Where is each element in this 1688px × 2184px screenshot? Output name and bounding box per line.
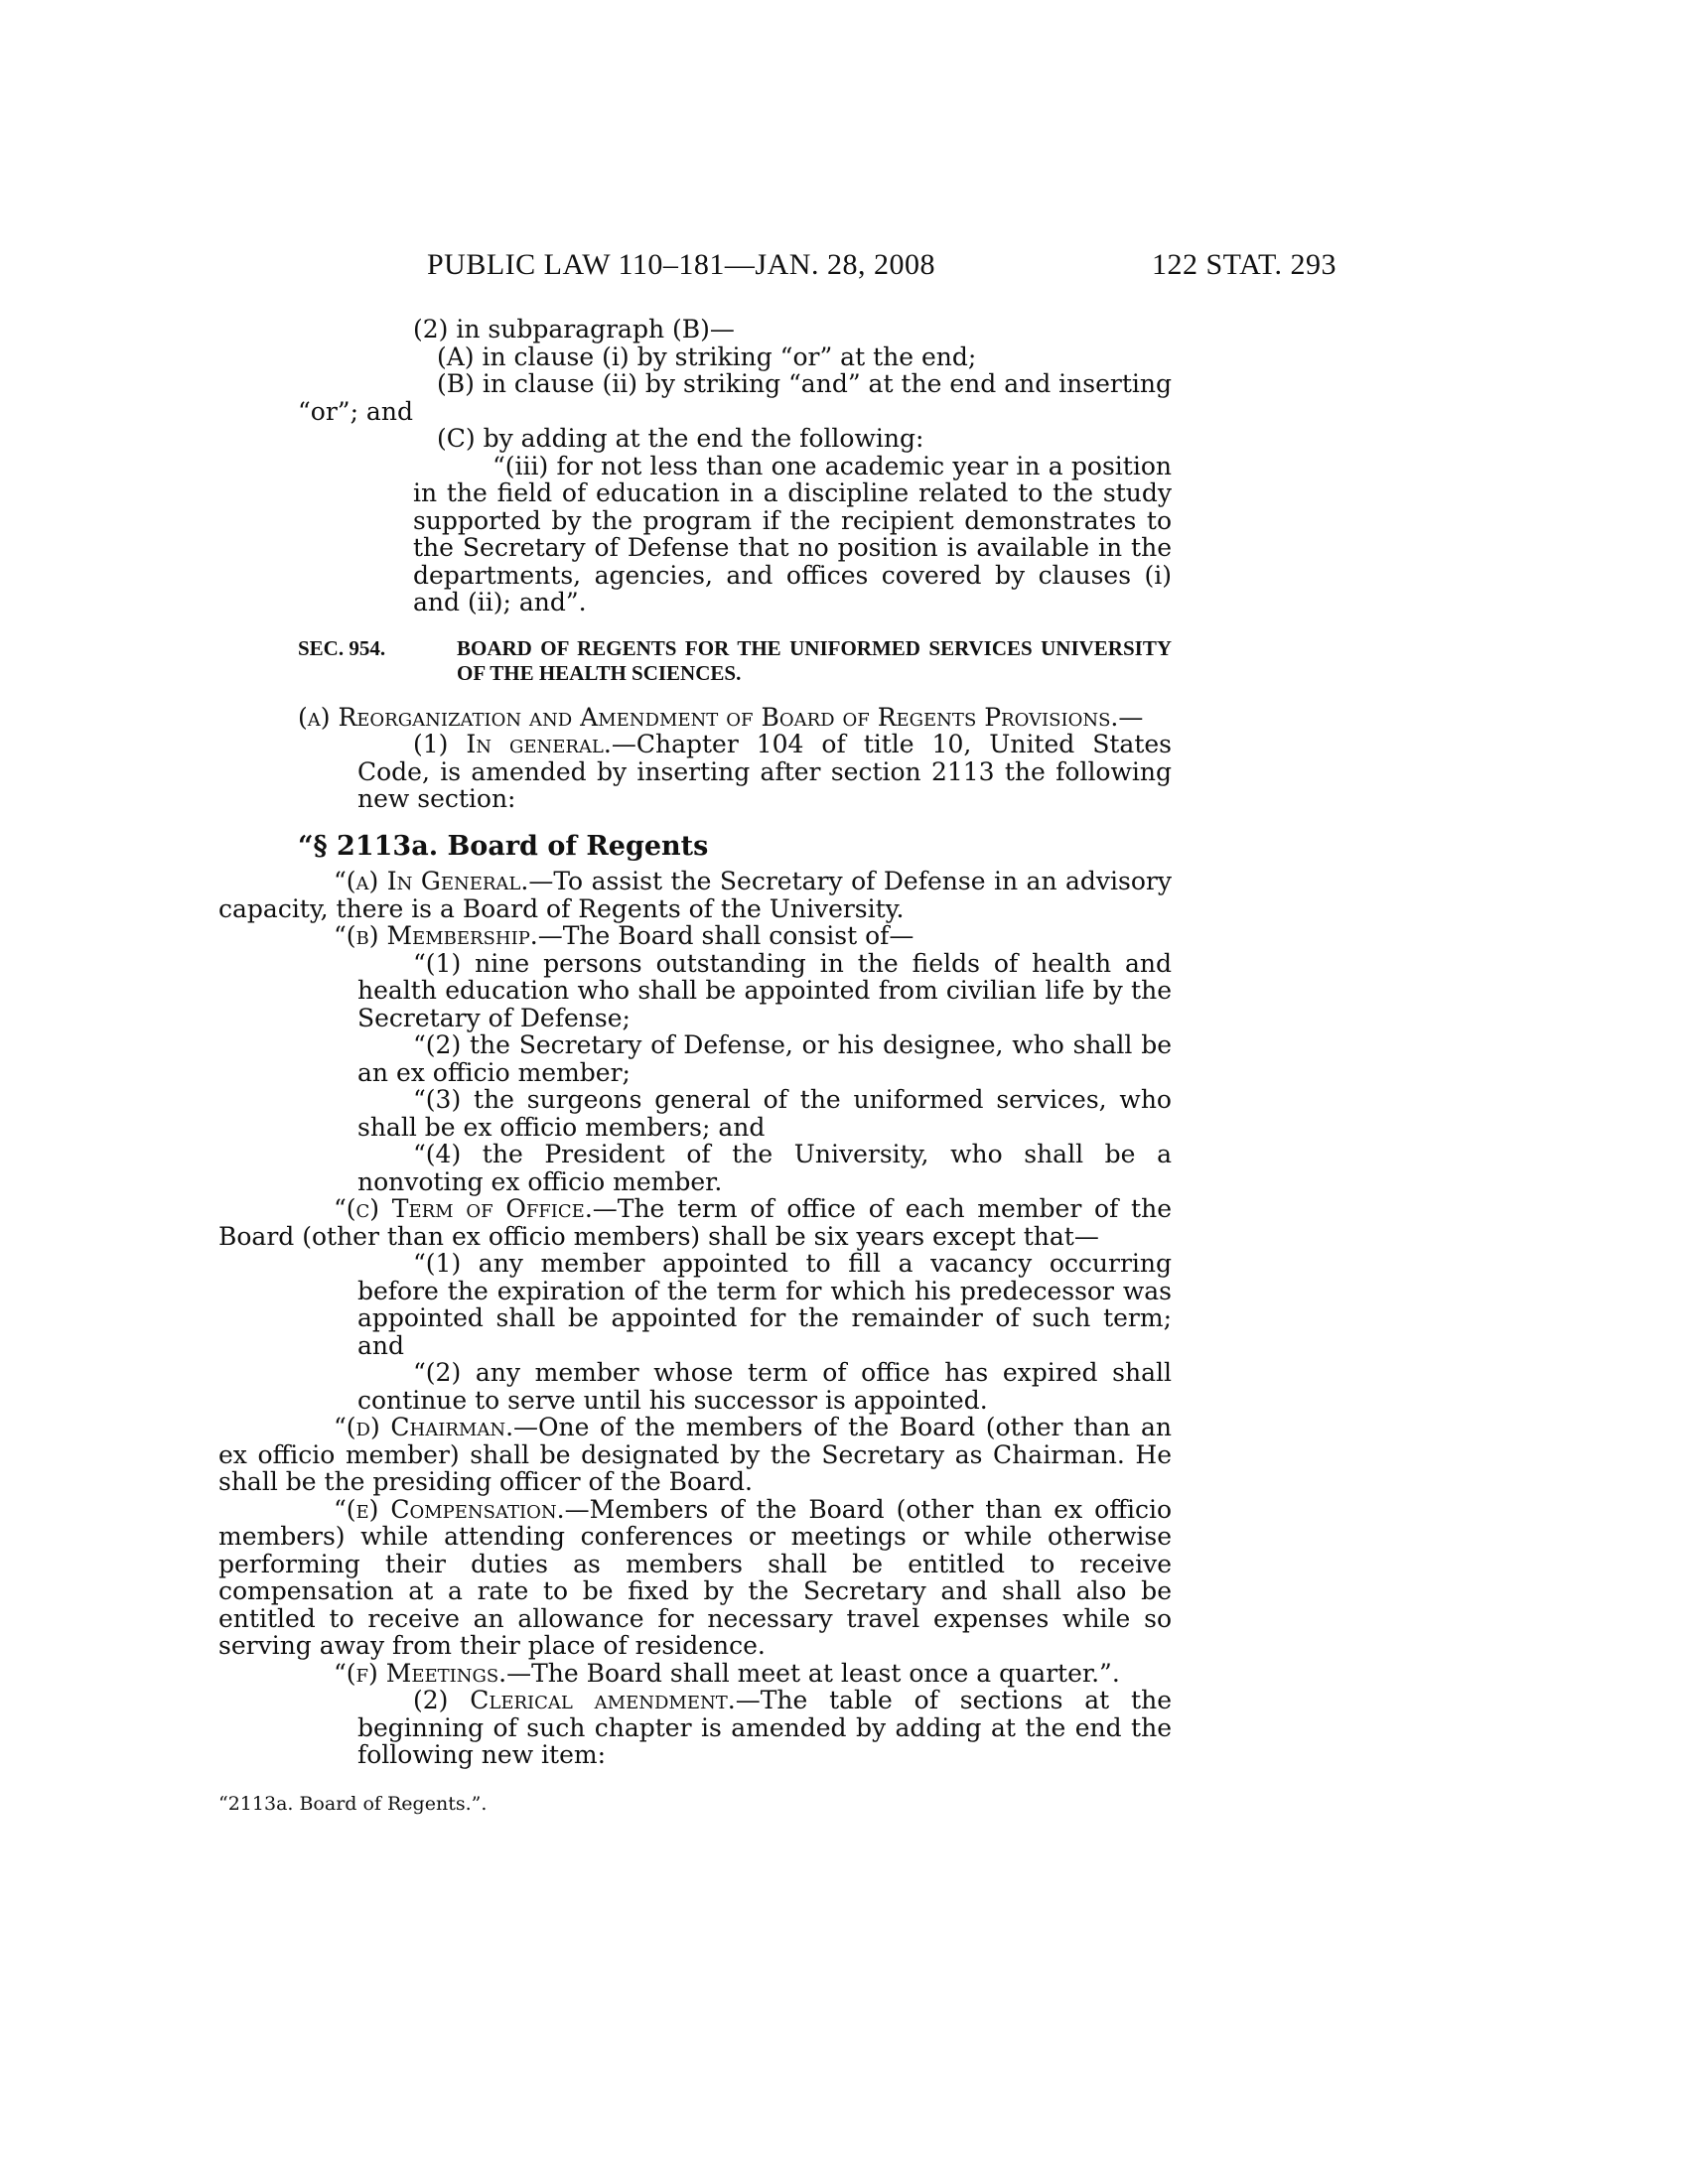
new-sec-c (218, 1195, 1172, 1250)
section-label: SEC. 954. (298, 635, 386, 660)
new-sec-c2: “(2) any member whose term of office has expired shall continue to serve until his successor is appointed. (357, 1358, 1172, 1415)
section-title: BOARD OF REGENTS FOR THE UNIFORMED SERVICES UNIVERSITY OF THE HEALTH SCIENCES. (457, 635, 1172, 685)
new-sec-b1: “(1) nine persons outstanding in the fields of health and health education who shall be appointed from civilian life by the Secretary of Defense; (357, 948, 1172, 1032)
new-sec-f-head: “(f) Meetings. (334, 1658, 507, 1688)
new-sec-d-text: —One of the members of the Board (other than an ex officio member) shall be designated by the Secretary as Chairman. He shall be the presiding officer of the Board. (218, 1413, 1172, 1496)
clause-b: (B) in clause (ii) by striking “and” at the end and inserting “or”; and (298, 369, 1172, 426)
paragraph-a2-text: —The table of sections at the beginning of such chapter is amended by adding at the end the following new item: (357, 1686, 1172, 1769)
new-sec-b (218, 922, 1172, 950)
new-sec-d (218, 1414, 1172, 1496)
new-sec-f-text: —The Board shall meet at least once a quarter.”. (506, 1658, 1120, 1688)
paragraph-a1 (298, 731, 1172, 813)
new-sec-a (218, 868, 1172, 922)
table-of-sections-item: “2113a. Board of Regents.”. (218, 1792, 488, 1815)
body-text (218, 315, 1173, 1818)
new-sec-e (218, 1496, 1172, 1660)
paragraph-a1-text: —Chapter 104 of title 10, United States Code, is amended by inserting after section 2113 the following new section: (357, 730, 1173, 813)
new-sec-e-head: “(e) Compensation. (334, 1494, 565, 1524)
new-sec-d-head: “(d) Chairman. (334, 1413, 514, 1441)
new-sec-e-text: —Members of the Board (other than ex officio members) while attending conferences or meetings or while otherwise performing their duties as members shall be entitled to receive compensation at a rate to be fixed by the Secretary and shall also be entitled to receive an allowance for necessary travel expenses while so serving away from their place of residence. (218, 1494, 1173, 1660)
section-heading (298, 636, 1172, 686)
new-sec-b2: “(2) the Secretary of Defense, or his designee, who shall be an ex officio member; (357, 1030, 1172, 1087)
clause-c: (C) by adding at the end the following: (437, 424, 924, 453)
paragraph-2: (2) in subparagraph (B)— (413, 315, 735, 343)
clause-iii (298, 453, 1172, 616)
subsection-a-heading (218, 704, 1172, 732)
new-sec-c1: “(1) any member appointed to fill a vacancy occurring before the expiration of the term for which his predecessor was appointed shall be appointed for the remainder of such term; and (357, 1249, 1172, 1360)
new-sec-c-text: —The term of office of each member of the Board (other than ex officio members) shall be six years except that— (218, 1194, 1172, 1251)
subsection-a-title: (a) Reorganization and Amendment of Board of Regents Provisions.— (298, 702, 1144, 732)
new-sec-c-head: “(c) Term of Office. (334, 1194, 593, 1223)
new-sec-b-text: —The Board shall consist of— (537, 921, 914, 950)
paragraph-a2 (298, 1687, 1172, 1769)
new-section-heading: “§ 2113a. Board of Regents (298, 830, 709, 862)
paragraph-a1-head: (1) In general. (413, 730, 612, 758)
new-sec-f (218, 1660, 1172, 1688)
page-statute-number: 122 STAT. 293 (1152, 248, 1337, 281)
paragraph-a2-head: (2) Clerical amendment. (413, 1686, 736, 1714)
clause-iii-text: “(iii) for not less than one academic year in a position in the field of education in a discipline related to the study supported by the program if the recipient demonstrates to the Secretary of Defense that no position is available in the departments, agencies, and offices covered by clauses (i) and (ii); and”. (413, 451, 1172, 616)
new-sec-a-text: —To assist the Secretary of Defense in an advisory capacity, there is a Board of Regents of the University. (218, 867, 1172, 923)
new-sec-b4: “(4) the President of the University, who shall be a nonvoting ex officio member. (357, 1140, 1172, 1196)
new-sec-b-head: “(b) Membership. (334, 921, 538, 950)
new-sec-a-head: “(a) In General. (334, 867, 529, 895)
running-header-title: PUBLIC LAW 110–181—JAN. 28, 2008 (427, 248, 935, 281)
clause-a: (A) in clause (i) by striking “or” at the end; (437, 341, 977, 371)
new-sec-b3: “(3) the surgeons general of the uniformed services, who shall be ex officio members; and (357, 1085, 1172, 1142)
